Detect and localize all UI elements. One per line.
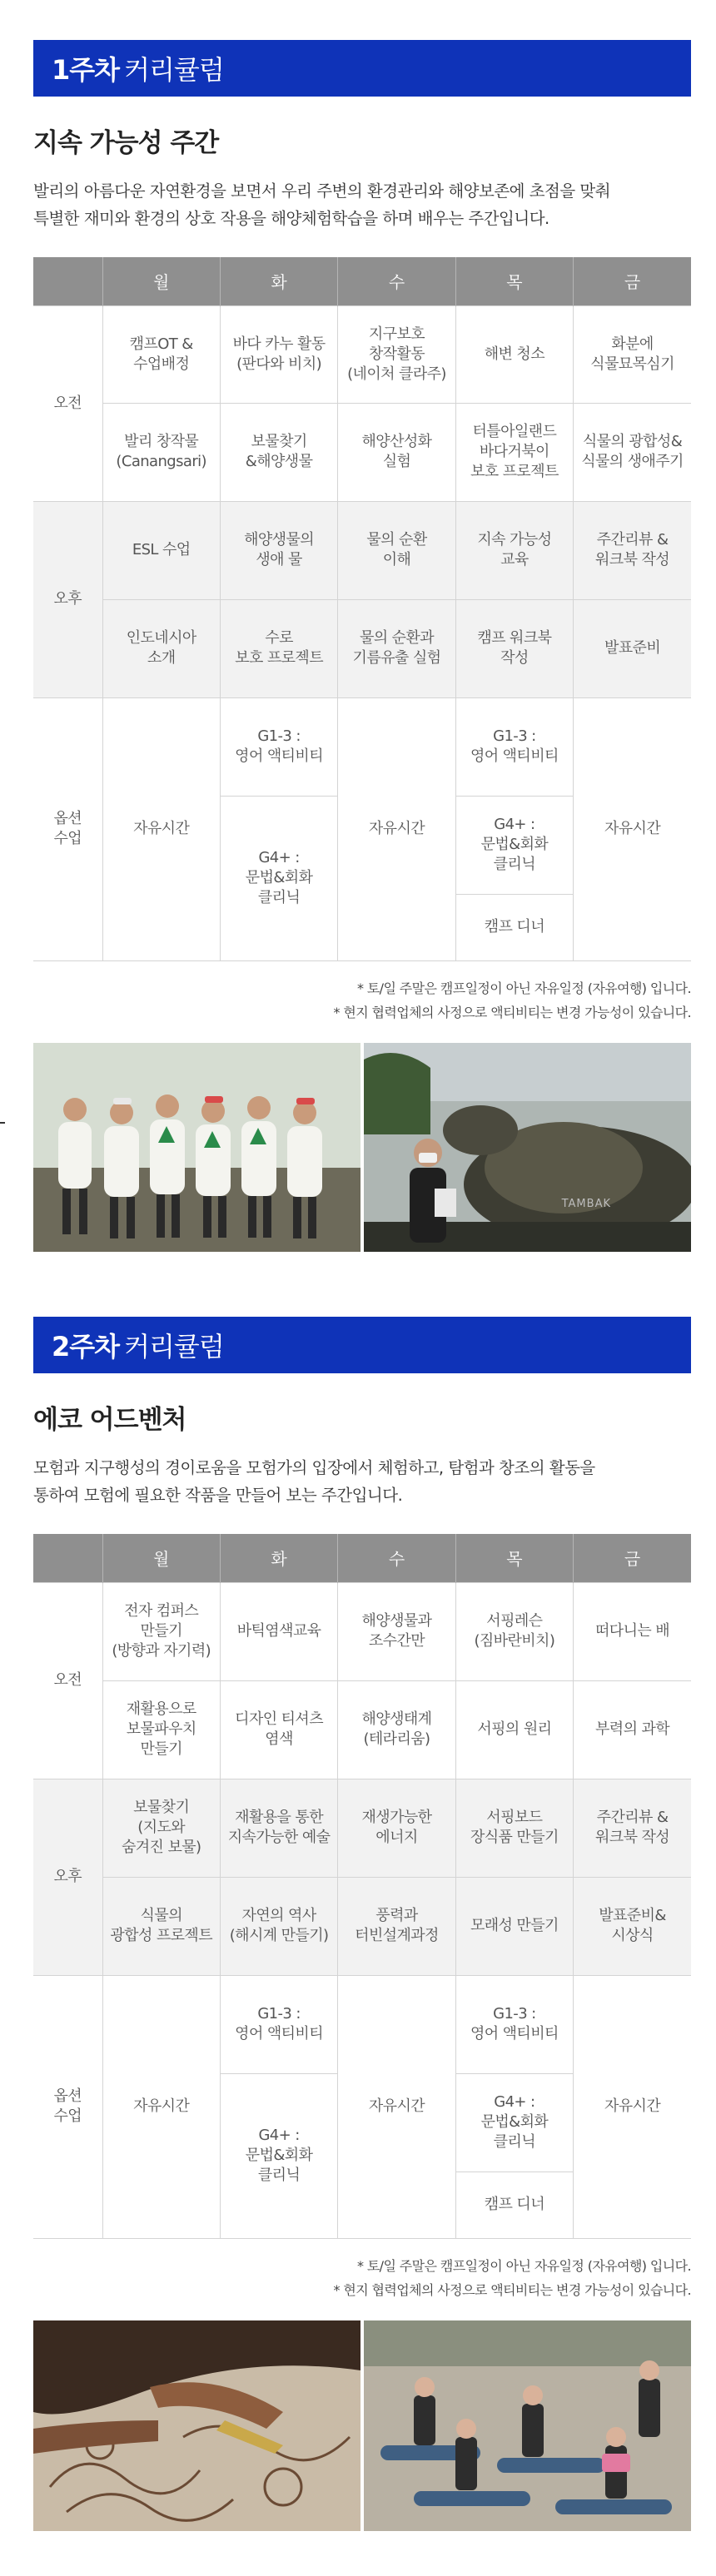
schedule-cell: 화분에 식물묘목심기: [574, 305, 691, 403]
table-row: [33, 403, 691, 501]
schedule-cell: 해양생물의 생애 물: [220, 501, 337, 599]
note-line: * 토/일 주말은 캠프일정이 아닌 자유일정 (자유여행) 입니다.: [356, 980, 691, 996]
day-header: 목: [455, 257, 573, 305]
schedule-cell: 물의 순환과 기름유출 실험: [338, 599, 455, 697]
schedule-cell: G4+ : 문법&회화 클리닉: [455, 796, 573, 894]
schedule-cell: G4+ : 문법&회화 클리닉: [455, 2073, 573, 2171]
surf-illustration: [364, 2320, 691, 2531]
period-label: 오전: [33, 305, 102, 501]
turtle-illustration: [364, 1043, 691, 1252]
day-header: 화: [220, 1534, 337, 1582]
week1-banner-label: 커리큘럼: [124, 54, 224, 86]
day-header: 월: [102, 1534, 220, 1582]
schedule-cell: 재활용으로 보물파우치 만들기: [102, 1680, 220, 1779]
week1-banner-week: 1주차: [52, 54, 120, 86]
day-header: 월: [102, 257, 220, 305]
schedule-cell: 서핑보드 장식품 만들기: [455, 1779, 573, 1877]
schedule-cell: 바틱염색교육: [220, 1582, 337, 1680]
week1-banner: [33, 40, 691, 97]
table-row: [33, 1779, 691, 1877]
schedule-cell: 식물의 광합성& 식물의 생애주기: [574, 403, 691, 501]
schedule-cell: G1-3 : 영어 액티비티: [220, 1975, 337, 2073]
table-header-row: [33, 1534, 691, 1582]
schedule-cell: 자유시간: [102, 1975, 220, 2238]
photo-batik-painting: [33, 2320, 360, 2531]
schedule-cell: 자유시간: [102, 697, 220, 960]
schedule-cell: 식물의 광합성 프로젝트: [102, 1877, 220, 1975]
schedule-cell: 캠프 디너: [455, 2171, 573, 2238]
schedule-cell: 해양생태계 (테라리움): [338, 1680, 455, 1779]
schedule-cell: G4+ : 문법&회화 클리닉: [220, 796, 337, 960]
batik-illustration: [33, 2320, 360, 2531]
schedule-cell: 부력의 과학: [574, 1680, 691, 1779]
day-header: 금: [574, 1534, 691, 1582]
schedule-cell: 자유시간: [574, 1975, 691, 2238]
schedule-cell: 발표준비& 시상식: [574, 1877, 691, 1975]
schedule-cell: 지속 가능성 교육: [455, 501, 573, 599]
table-header-row: [33, 257, 691, 305]
period-label: 오후: [33, 1779, 102, 1975]
edge-mark: [0, 1122, 5, 1124]
week2-subject: 에코 어드벤처: [33, 1405, 186, 1435]
day-header: 금: [574, 257, 691, 305]
week1-description: [33, 177, 691, 232]
week1-desc-line: 발리의 아름다운 자연환경을 보면서 우리 주변의 환경관리와 해양보존에 초점을 맞춰: [33, 181, 611, 201]
schedule-cell: 서핑레슨 (짐바란비치): [455, 1582, 573, 1680]
day-header: 목: [455, 1534, 573, 1582]
week1-photos: [33, 1043, 691, 1252]
schedule-cell: 캠프 워크북 작성: [455, 599, 573, 697]
week2-section: [33, 1317, 691, 2531]
schedule-cell: 주간리뷰 & 워크북 작성: [574, 1779, 691, 1877]
schedule-cell: 물의 순환 이해: [338, 501, 455, 599]
photo-watermark: TAMBAK: [561, 1197, 611, 1210]
table-row: [33, 697, 691, 796]
schedule-cell: 자유시간: [574, 697, 691, 960]
schedule-cell: 발리 창작물 (Canangsari): [102, 403, 220, 501]
schedule-cell: 보물찾기 &해양생물: [220, 403, 337, 501]
table-row: [33, 1680, 691, 1779]
table-row: [33, 501, 691, 599]
schedule-cell: 해양산성화 실험: [338, 403, 455, 501]
schedule-cell: 지구보호 창작활동 (네이처 클라주): [338, 305, 455, 403]
photo-turtle-statue: [364, 1043, 691, 1252]
week2-schedule-table: [33, 1534, 691, 2239]
photo-students-group: [33, 1043, 360, 1252]
period-label: 오후: [33, 501, 102, 697]
schedule-cell: ESL 수업: [102, 501, 220, 599]
week2-banner-week: 2주차: [52, 1331, 120, 1362]
period-label: 오전: [33, 1582, 102, 1779]
schedule-cell: 전자 컴퍼스 만들기 (방향과 자기력): [102, 1582, 220, 1680]
week1-desc-line: 특별한 재미와 환경의 상호 작용을 해양체험학습을 하며 배우는 주간입니다.: [33, 209, 549, 228]
students-illustration: [33, 1043, 360, 1252]
week2-photos: [33, 2320, 691, 2531]
table-row: [33, 1582, 691, 1680]
schedule-cell: 서핑의 원리: [455, 1680, 573, 1779]
table-row: [33, 599, 691, 697]
week2-desc-line: 모험과 지구행성의 경이로움을 모험가의 입장에서 체험하고, 탐험과 창조의 활동을: [33, 1458, 595, 1477]
corner-header: [33, 257, 102, 305]
period-label: 옵션 수업: [33, 1975, 102, 2238]
photo-surf-lesson: [364, 2320, 691, 2531]
schedule-cell: 해변 청소: [455, 305, 573, 403]
schedule-cell: 자연의 역사 (해시계 만들기): [220, 1877, 337, 1975]
week1-schedule-table: [33, 257, 691, 961]
week2-description: [33, 1454, 691, 1509]
schedule-cell: 해양생물과 조수간만: [338, 1582, 455, 1680]
week1-section: [33, 40, 691, 1252]
day-header: 수: [338, 1534, 455, 1582]
schedule-cell: G1-3 : 영어 액티비티: [455, 697, 573, 796]
schedule-cell: 터틀아일랜드 바다거북이 보호 프로젝트: [455, 403, 573, 501]
week2-desc-line: 통하여 모험에 필요한 작품을 만들어 보는 주간입니다.: [33, 1486, 403, 1505]
schedule-cell: G4+ : 문법&회화 클리닉: [220, 2073, 337, 2238]
schedule-cell: 보물찾기 (지도와 숨겨진 보물): [102, 1779, 220, 1877]
table-row: [33, 305, 691, 403]
schedule-cell: 수로 보호 프로젝트: [220, 599, 337, 697]
schedule-cell: G1-3 : 영어 액티비티: [220, 697, 337, 796]
schedule-cell: 캠프 디너: [455, 894, 573, 960]
day-header: 화: [220, 257, 337, 305]
table-row: [33, 1877, 691, 1975]
schedule-cell: 재활용을 통한 지속가능한 예술: [220, 1779, 337, 1877]
corner-header: [33, 1534, 102, 1582]
schedule-cell: 주간리뷰 & 워크북 작성: [574, 501, 691, 599]
week2-banner-label: 커리큘럼: [124, 1331, 224, 1362]
schedule-cell: 디자인 티셔츠 염색: [220, 1680, 337, 1779]
schedule-cell: 바다 카누 활동 (판다와 비치): [220, 305, 337, 403]
schedule-cell: 자유시간: [338, 697, 455, 960]
week1-subject: 지속 가능성 주간: [33, 128, 219, 158]
schedule-cell: 떠다니는 배: [574, 1582, 691, 1680]
week2-banner: [33, 1317, 691, 1373]
schedule-cell: 인도네시아 소개: [102, 599, 220, 697]
table-row: [33, 1975, 691, 2073]
schedule-cell: 캠프OT & 수업배정: [102, 305, 220, 403]
note-line: * 현지 협력업체의 사정으로 액티비티는 변경 가능성이 있습니다.: [333, 2281, 691, 2298]
note-line: * 토/일 주말은 캠프일정이 아닌 자유일정 (자유여행) 입니다.: [356, 2257, 691, 2274]
week2-notes: [33, 2254, 691, 2302]
schedule-cell: 발표준비: [574, 599, 691, 697]
schedule-cell: G1-3 : 영어 액티비티: [455, 1975, 573, 2073]
note-line: * 현지 협력업체의 사정으로 액티비티는 변경 가능성이 있습니다.: [333, 1004, 691, 1020]
schedule-cell: 모래성 만들기: [455, 1877, 573, 1975]
week1-notes: [33, 976, 691, 1025]
schedule-cell: 재생가능한 에너지: [338, 1779, 455, 1877]
schedule-cell: 자유시간: [338, 1975, 455, 2238]
schedule-cell: 풍력과 터빈설계과정: [338, 1877, 455, 1975]
day-header: 수: [338, 257, 455, 305]
period-label: 옵션 수업: [33, 697, 102, 960]
